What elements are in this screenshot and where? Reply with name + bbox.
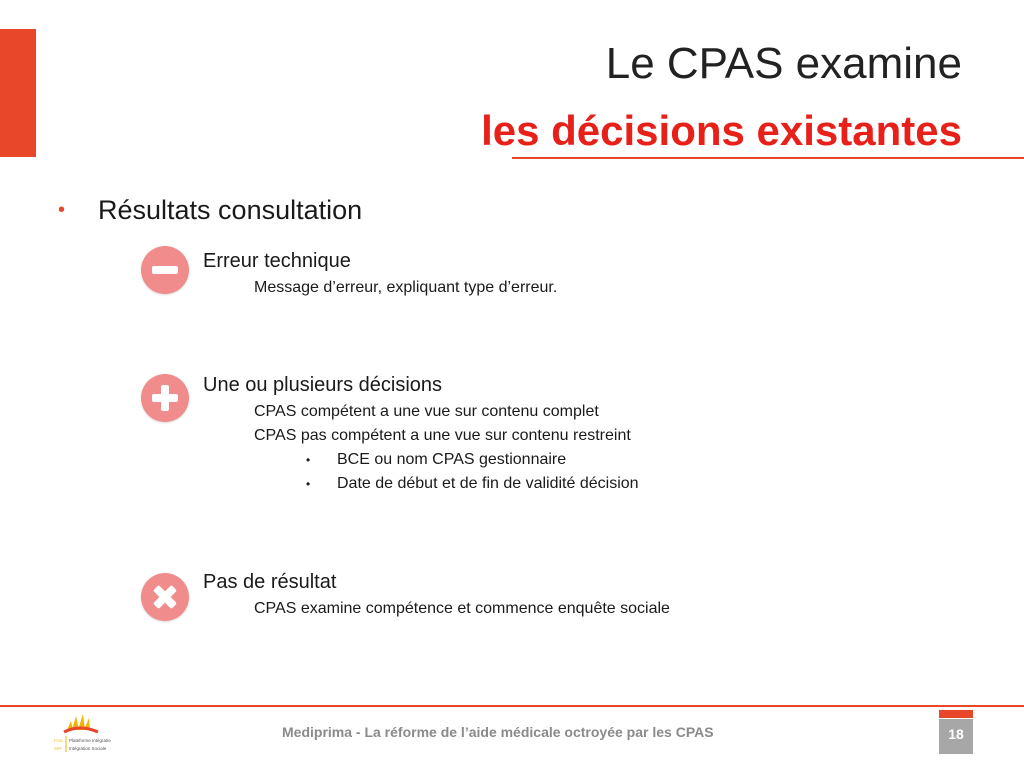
footer-text: Mediprima - La réforme de l’aide médicale octroyée par les CPAS [282, 724, 714, 740]
svg-text:POD: POD [54, 738, 63, 743]
item-title-error: Erreur technique [203, 250, 351, 272]
sub-bullet-text: Date de début et de fin de validité décision [337, 475, 639, 492]
sub-bullet-text: BCE ou nom CPAS gestionnaire [337, 451, 567, 468]
item-title-decisions: Une ou plusieurs décisions [203, 374, 443, 396]
x-circle-icon [141, 573, 189, 621]
title-underline [512, 157, 1024, 159]
item-line: CPAS pas compétent a une vue sur contenu restreint [254, 427, 631, 444]
svg-text:SPP: SPP [54, 746, 63, 751]
logo-text-2: Intégration Sociale [69, 746, 107, 751]
item-line: CPAS examine compétence et commence enquête sociale [254, 600, 670, 617]
slide-title: Le CPAS examine [605, 39, 962, 88]
page-badge-accent [939, 710, 973, 718]
minus-circle-icon [141, 246, 189, 294]
logo-text-1: Plateforme Intégratie [69, 738, 111, 743]
footer-divider [0, 705, 1024, 707]
page-number: 18 [939, 719, 973, 754]
item-line: CPAS compétent a une vue sur contenu complet [254, 403, 599, 420]
sub-bullet-dot: • [306, 477, 311, 491]
item-line: Message d’erreur, expliquant type d’erreur. [254, 279, 558, 296]
bullet-dot: • [58, 199, 66, 221]
item-title-no-result: Pas de résultat [203, 571, 337, 593]
slide-subtitle: les décisions existantes [481, 107, 962, 154]
sub-bullet-dot: • [306, 453, 311, 467]
accent-bar [0, 29, 36, 157]
organization-logo [52, 712, 132, 756]
plus-circle-icon [141, 374, 189, 422]
section-heading-text: Résultats consultation [98, 195, 363, 225]
